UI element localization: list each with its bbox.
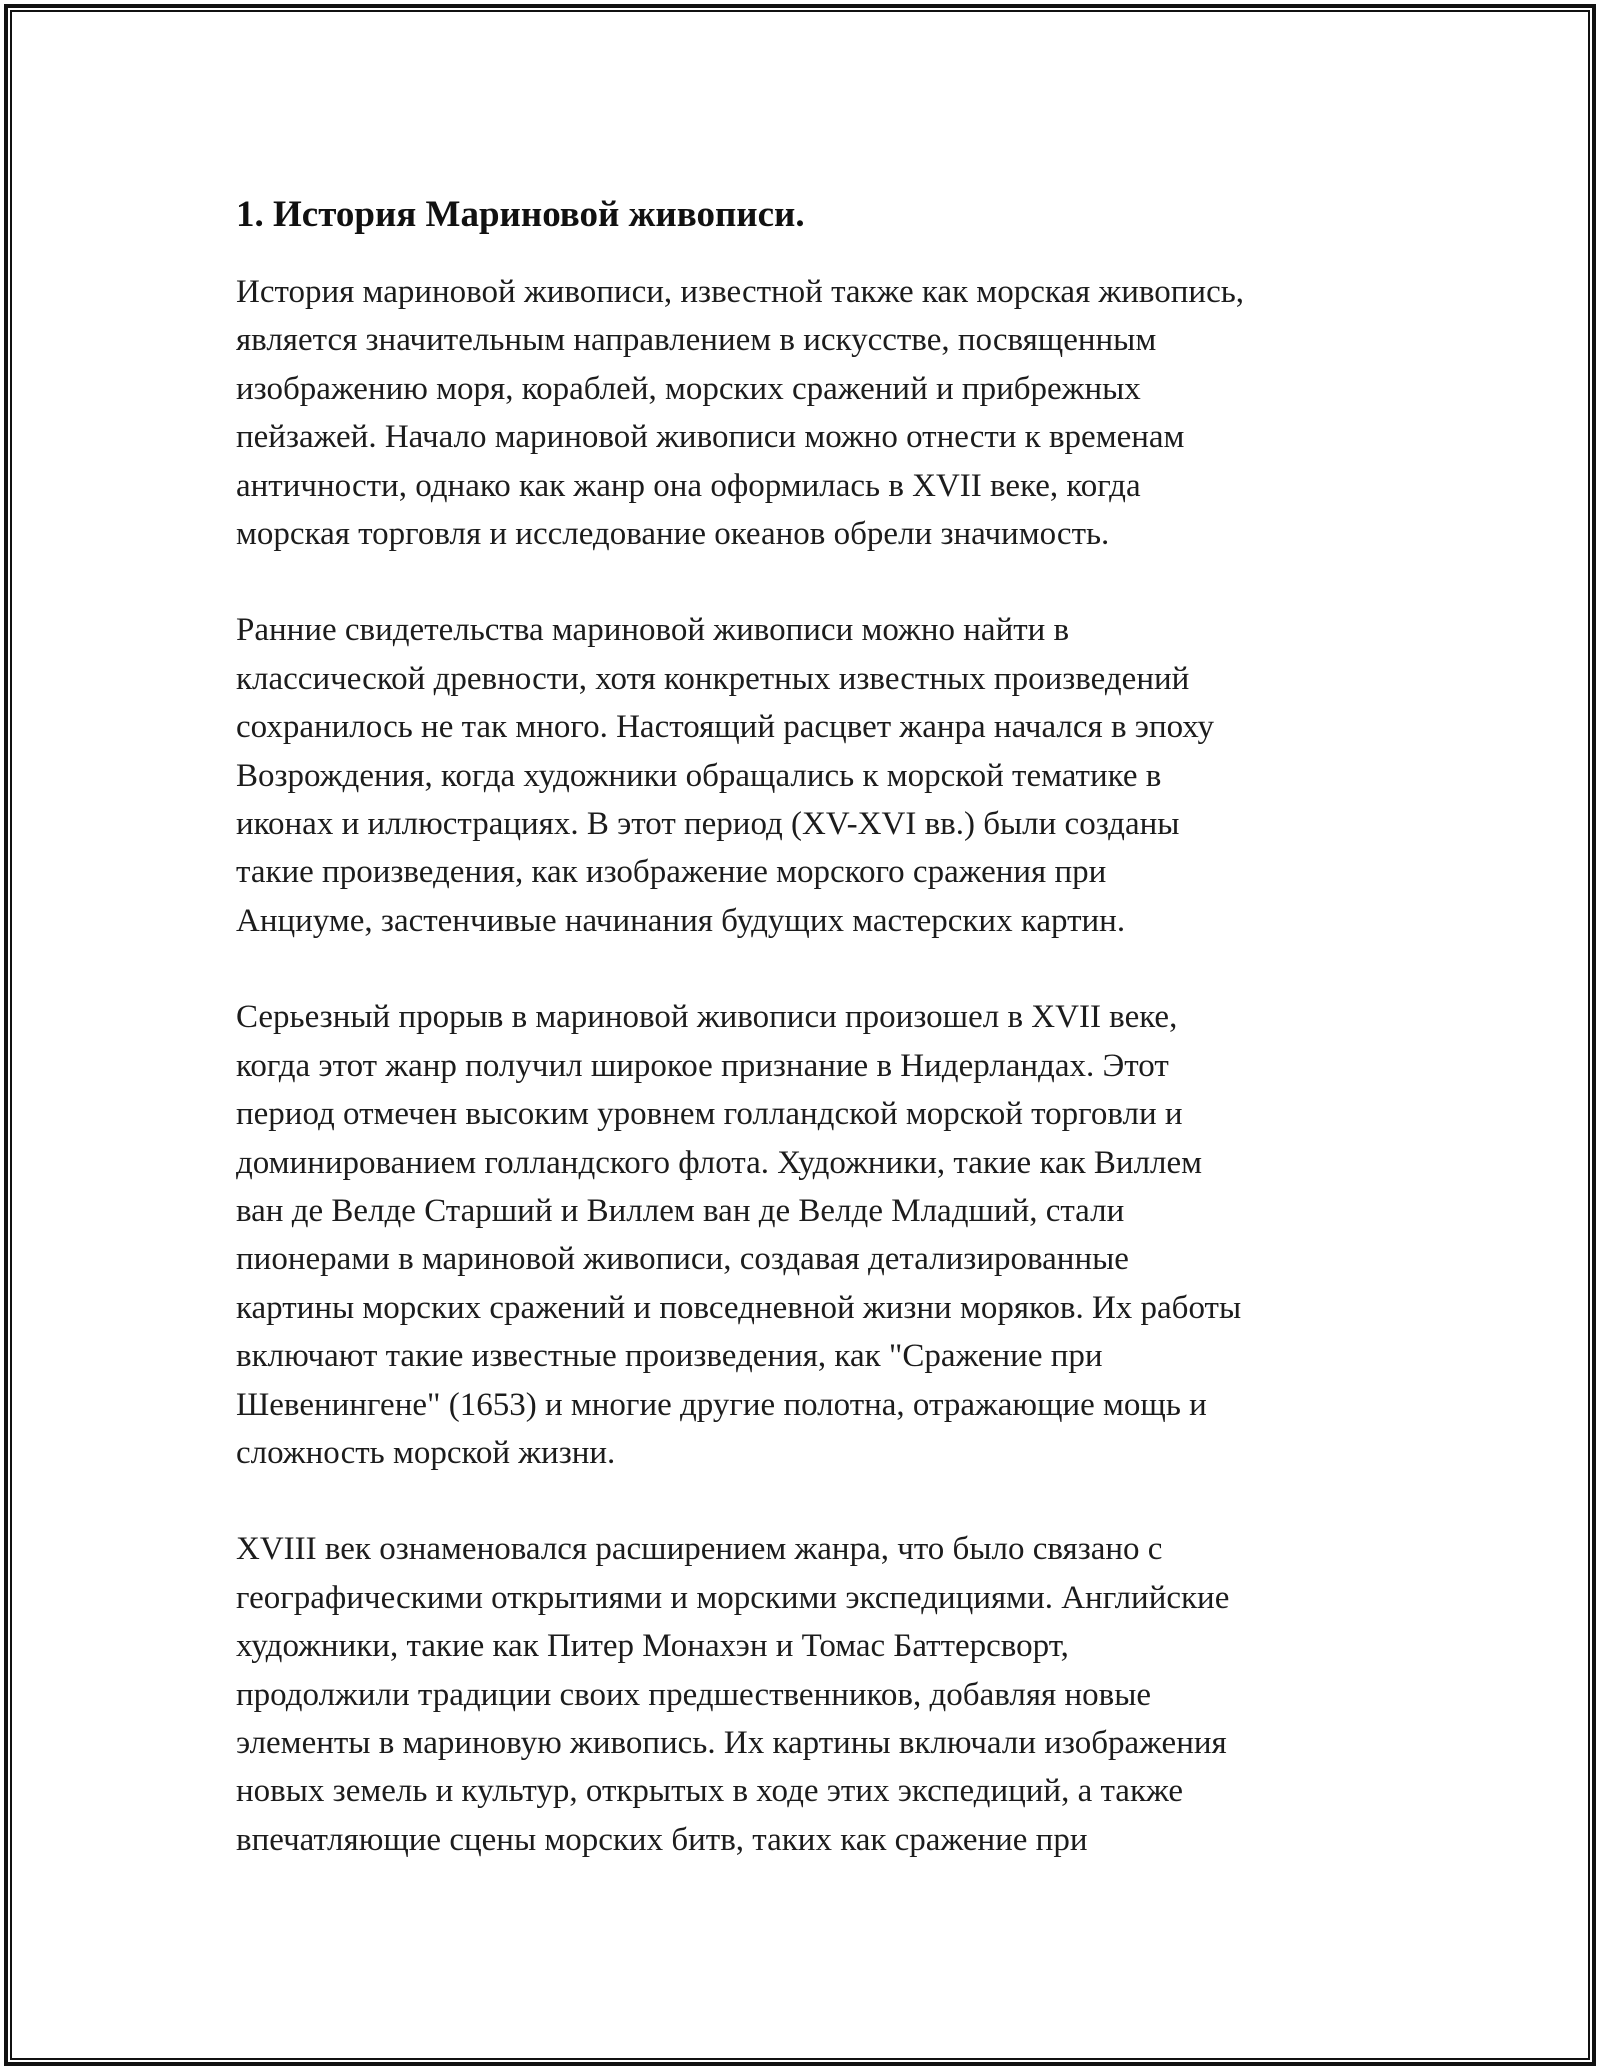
text-line: художники, такие как Питер Монахэн и Томас Баттерсворт, <box>236 1628 1069 1665</box>
text-line: Анциуме, застенчивые начинания будущих мастерских картин. <box>236 902 1126 939</box>
text-line: морская торговля и исследование океанов обрели значимость. <box>236 516 1110 553</box>
paragraph-3 <box>236 993 1386 1477</box>
text-line: включают такие известные произведения, как "Сражение при <box>236 1338 1103 1375</box>
paragraph-4 <box>236 1525 1386 1864</box>
text-line: Шевенингене" (1653) и многие другие полотна, отражающие мощь и <box>236 1386 1207 1423</box>
text-line: новых земель и культур, открытых в ходе этих экспедиций, а также <box>236 1773 1183 1810</box>
paragraph-2 <box>236 606 1386 945</box>
text-line: Серьезный прорыв в мариновой живописи произошел в XVII веке, <box>236 999 1178 1036</box>
text-line: Возрождения, когда художники обращались к морской тематике в <box>236 757 1162 794</box>
text-line: изображению моря, кораблей, морских сражений и прибрежных <box>236 370 1141 407</box>
document-body <box>236 186 1386 1912</box>
text-line: пионерами в мариновой живописи, создавая детализированные <box>236 1241 1129 1278</box>
paragraph-1 <box>236 268 1386 558</box>
text-line: античности, однако как жанр она оформилась в XVII веке, когда <box>236 467 1141 504</box>
text-line: период отмечен высоким уровнем голландской морской торговли и <box>236 1096 1183 1133</box>
text-line: доминированием голландского флота. Художники, такие как Виллем <box>236 1144 1203 1181</box>
text-line: такие произведения, как изображение морского сражения при <box>236 854 1107 891</box>
text-line: сохранилось не так много. Настоящий расцвет жанра начался в эпоху <box>236 709 1215 746</box>
text-line: Ранние свидетельства мариновой живописи можно найти в <box>236 612 1070 649</box>
text-line: продолжили традиции своих предшественников, добавляя новые <box>236 1676 1152 1713</box>
text-line: элементы в мариновую живопись. Их картины включали изображения <box>236 1724 1227 1761</box>
text-line: XVIII век ознаменовался расширением жанра, что было связано с <box>236 1531 1163 1568</box>
text-line: История мариновой живописи, известной также как морская живопись, <box>236 274 1245 310</box>
text-line: когда этот жанр получил широкое признание в Нидерландах. Этот <box>236 1047 1169 1084</box>
section-heading: 1. История Мариновой живописи. <box>236 194 805 235</box>
text-line: пейзажей. Начало мариновой живописи можно отнести к временам <box>236 419 1185 456</box>
text-line: классической древности, хотя конкретных известных произведений <box>236 660 1190 697</box>
text-line: картины морских сражений и повседневной жизни моряков. Их работы <box>236 1289 1242 1326</box>
text-line: географическими открытиями и морскими экспедициями. Английские <box>236 1579 1230 1616</box>
text-line: является значительным направлением в искусстве, посвященным <box>236 322 1157 359</box>
text-line: ван де Велде Старший и Виллем ван де Велде Младший, стали <box>236 1192 1125 1229</box>
text-line: иконах и иллюстрациях. В этот период (XV-XVI вв.) были созданы <box>236 806 1180 843</box>
text-line: впечатляющие сцены морских битв, таких как сражение при <box>236 1821 1088 1858</box>
text-line: сложность морской жизни. <box>236 1434 616 1471</box>
